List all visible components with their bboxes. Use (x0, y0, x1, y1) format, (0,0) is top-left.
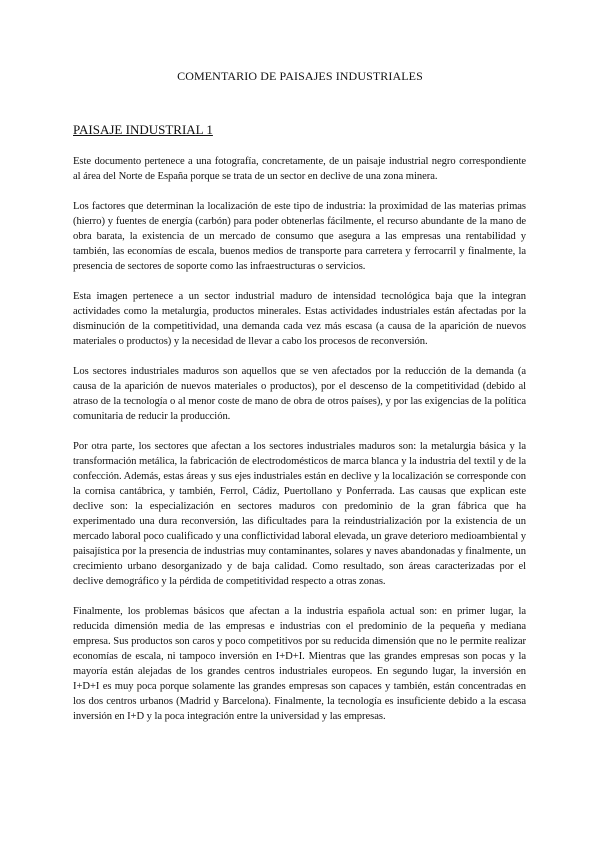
paragraph: Los factores que determinan la localización de este tipo de industria: la proximidad de las materias primas (hierro) y fuentes de energía (carbón) para poder obtenerlas fácilmente, el recurso abundante de la mano de obra barata, la existencia de un mercado de consumo que asegura a las empresas una rentabilidad y también, las economías de escala, buenos medios de transporte para carretera y ferrocarril y finalmente, la presencia de sectores de soporte como las infraestructuras o servicios. (73, 201, 526, 272)
paragraph: Por otra parte, los sectores que afectan a los sectores industriales maduros son: la metalurgia básica y la transformación metálica, la fabricación de electrodomésticos de marca blanca y la industria del textil y de la confección. Además, estas áreas y sus ejes industriales están en declive y la localización se corresponde con la cornisa cantábrica, y también, Ferrol, Cádiz, Puertollano y Ponferrada. Las causas que explican este declive son: la especialización en sectores maduros con predominio de la gran fábrica que ha experimentado una dura reconversión, las dificultades para la reindustrialización por la existencia de un mercado laboral poco cualificado y una conflictividad laboral elevada, un grave deterioro medioambiental y paisajística por la presencia de industrias muy contaminantes, solares y naves abandonadas y finalmente, un crecimiento urbano desorganizado y de baja calidad. Como resultado, son áreas caracterizadas por el declive demográfico y la pérdida de competitividad respecto a otras zonas. (73, 441, 526, 587)
paragraph: Este documento pertenece a una fotografía, concretamente, de un paisaje industrial negro correspondiente al área del Norte de España porque se trata de un sector en declive de una zona minera. (73, 156, 526, 182)
document-title: COMENTARIO DE PAISAJES INDUSTRIALES (177, 69, 423, 83)
document-body (73, 154, 526, 739)
section-heading: PAISAJE INDUSTRIAL 1 (73, 122, 213, 137)
paragraph: Finalmente, los problemas básicos que afectan a la industria española actual son: en primer lugar, la reducida dimensión media de las empresas e industrias con el predominio de la pequeña y mediana empresa. Sus productos son caros y poco competitivos por su reducida dimensión que no le permite realizar economías de escala, ni tampoco inversión en I+D+I. Mientras que las grandes empresas son pocas y la mayoría están alejadas de los grandes centros industriales europeos. En segundo lugar, la inversión en I+D+I es muy poca porque solamente las grandes empresas son capaces y también, están concentradas en los dos centros urbanos (Madrid y Barcelona). Finalmente, la tecnología es insuficiente debido a la escasa inversión en I+D y la poca integración entre la universidad y las empresas. (73, 606, 526, 722)
paragraph: Esta imagen pertenece a un sector industrial maduro de intensidad tecnológica baja que la integran actividades como la metalurgia, productos minerales. Estas actividades industriales están afectadas por la disminución de la competitividad, una demanda cada vez más escasa (a causa de la aparición de nuevos materiales o productos) y la necesidad de llevar a cabo los procesos de reconversión. (73, 291, 526, 347)
paragraph: Los sectores industriales maduros son aquellos que se ven afectados por la reducción de la demanda (a causa de la aparición de nuevos materiales o productos), por el descenso de la competitividad (debido al atraso de la tecnología o al menor coste de mano de obra de otros países), y por las exigencias de la política comunitaria de reducir la producción. (73, 366, 526, 422)
